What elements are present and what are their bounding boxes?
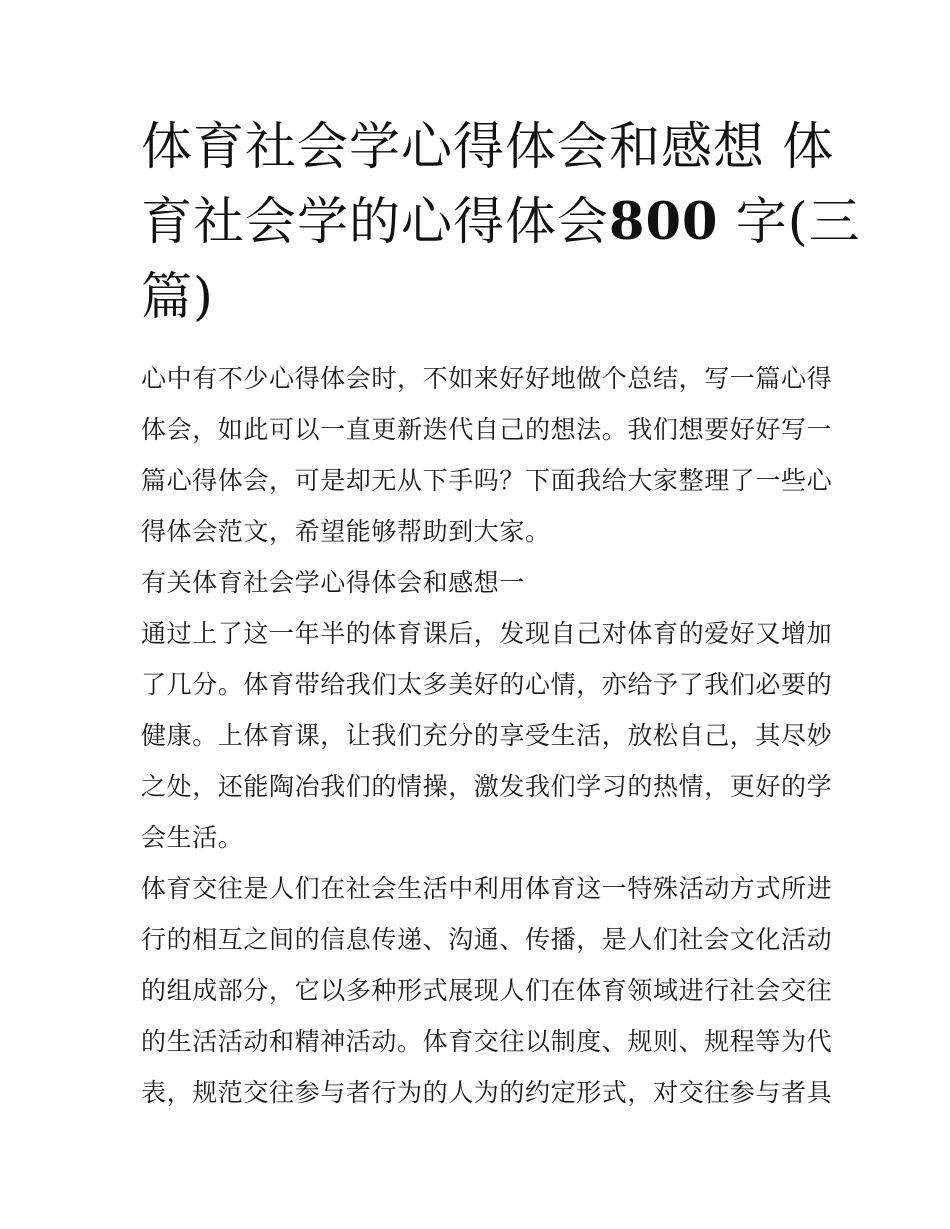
text-line: 表，规范交往参与者行为的人为的约定形式，对交往参与者具 bbox=[141, 1078, 833, 1107]
text-line: 的生活活动和精神活动。体育交往以制度、规则、规程等为代 bbox=[141, 1027, 833, 1056]
text-line: 通过上了这一年半的体育课后，发现自己对体育的爱好又增加 bbox=[141, 619, 833, 648]
text-line: 之处，还能陶冶我们的情操，激发我们学习的热情，更好的学 bbox=[141, 772, 833, 801]
text-line: 心中有不少心得体会时，不如来好好地做个总结，写一篇心得 bbox=[141, 364, 833, 393]
document-content bbox=[141, 110, 861, 1118]
document-title bbox=[141, 110, 861, 335]
text-line: 的组成部分，它以多种形式展现人们在体育领域进行社会交往 bbox=[141, 976, 833, 1005]
title-number: 800 bbox=[609, 192, 719, 252]
text-line: 健康。上体育课，让我们充分的享受生活，放松自己，其尽妙 bbox=[141, 721, 833, 750]
body-paragraph bbox=[141, 608, 833, 863]
text-line: 行的相互之间的信息传递、沟通、传播，是人们社会文化活动 bbox=[141, 925, 833, 954]
title-line bbox=[141, 185, 861, 260]
text-line: 体育交往是人们在社会生活中利用体育这一特殊活动方式所进 bbox=[141, 874, 833, 903]
text-line: 得体会范文，希望能够帮助到大家。 bbox=[141, 517, 551, 546]
text-line: 会生活。 bbox=[141, 823, 244, 852]
title-line: 体育社会学心得体会和感想 体 bbox=[141, 118, 835, 177]
title-text: 育社会学的心得体会 bbox=[141, 193, 610, 252]
section-heading bbox=[141, 557, 813, 608]
text-line: 篇心得体会，可是却无从下手吗？下面我给大家整理了一些心 bbox=[141, 466, 833, 495]
title-text: 字(三 bbox=[718, 193, 861, 252]
text-line: 有关体育社会学心得体会和感想一 bbox=[141, 568, 526, 597]
title-line: 篇) bbox=[141, 268, 214, 327]
intro-paragraph bbox=[141, 353, 833, 557]
body-paragraph bbox=[141, 863, 833, 1118]
text-line: 了几分。体育带给我们太多美好的心情，亦给予了我们必要的 bbox=[141, 670, 833, 699]
text-line: 体会，如此可以一直更新迭代自己的想法。我们想要好好写一 bbox=[141, 415, 833, 444]
